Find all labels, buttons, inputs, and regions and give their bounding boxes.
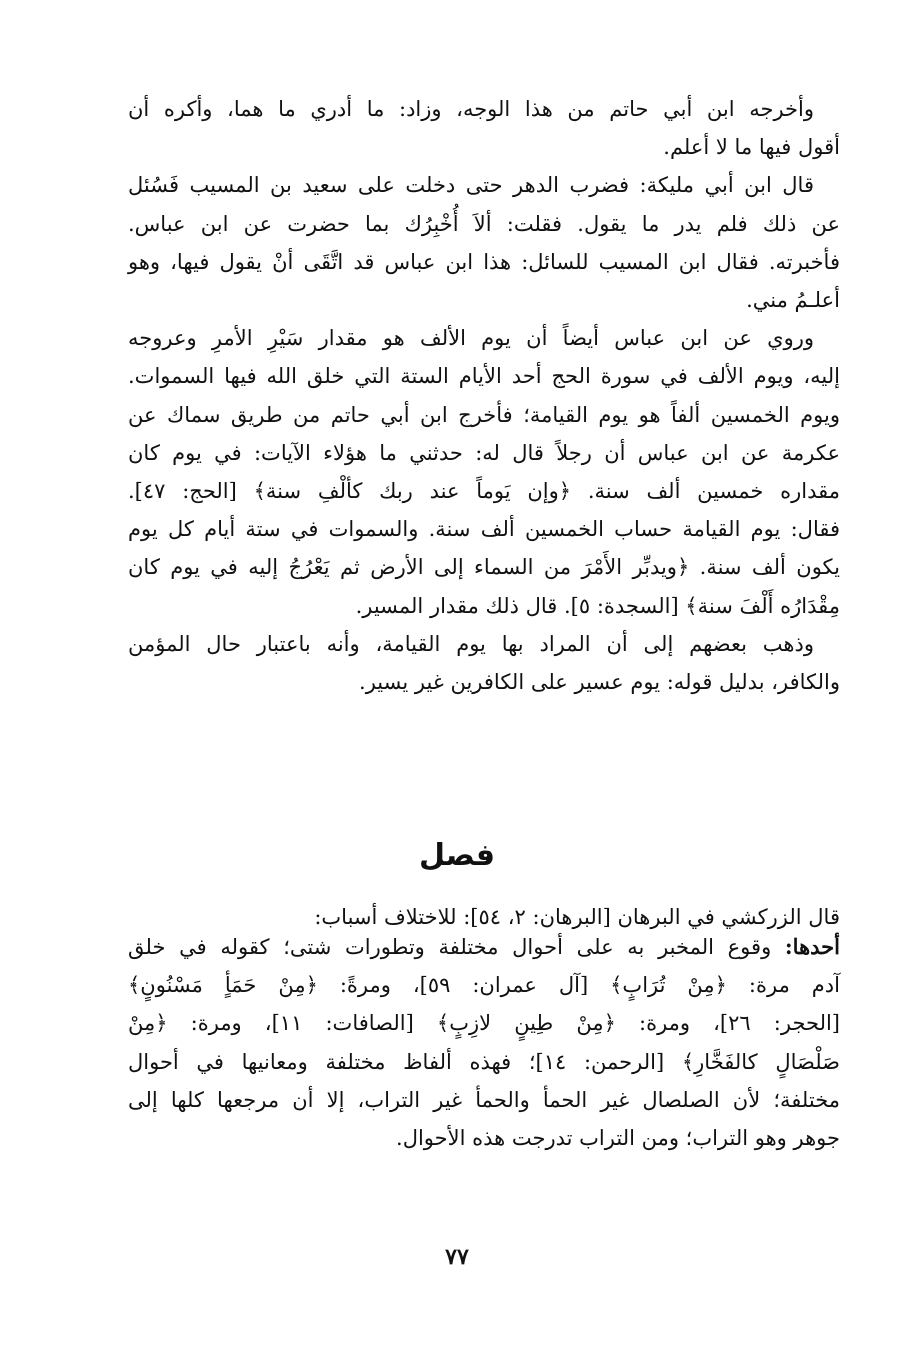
paragraph-3	[128, 319, 840, 625]
paragraph-2	[128, 166, 840, 319]
text-line: والكافر، بدليل قوله: يوم عسير على الكافرين غير يسير.	[359, 670, 840, 695]
point-label: أحدها:	[784, 934, 840, 959]
text-line: عن ذلك فلم يدر ما يقول. فقلت: ألاَ أُخْبِرُك بما حضرت عن ابن عباس.	[128, 211, 840, 236]
point-one-paragraph	[128, 928, 840, 1157]
text-line: آدم مرة: ﴿مِنْ تُرَابٍ﴾ [آل عمران: ٥٩]، ومرةً: ﴿مِنْ حَمَأٍ مَسْنُونٍ﴾	[128, 973, 840, 998]
text-line	[128, 928, 840, 966]
text-line: وروي عن ابن عباس أيضاً أن يوم الألف هو مقدار سَيْرِ الأمرِ وعروجه	[128, 326, 814, 351]
text-line: أقول فيها ما لا أعلم.	[663, 135, 840, 160]
text-line: ويوم الخمسين ألفاً هو يوم القيامة؛ فأخرج ابن أبي حاتم من طريق سماك عن	[128, 402, 840, 427]
body-text-top	[128, 90, 840, 701]
text-line: أعلـمُ مني.	[746, 288, 840, 313]
text-line: وذهب بعضهم إلى أن المراد بها يوم القيامة، وأنه باعتبار حال المؤمن	[128, 631, 814, 656]
text-line: [الحجر: ٢٦]، ومرة: ﴿مِنْ طِينٍ لازِبٍ﴾ [الصافات: ١١]، ومرة: ﴿مِنْ	[128, 1011, 840, 1036]
page-number: ٧٧	[445, 1244, 469, 1270]
body-text-bottom	[128, 928, 840, 1157]
paragraph-1	[128, 90, 840, 166]
text-line: فقال: يوم القيامة حساب الخمسين ألف سنة. والسموات في ستة أيام كل يوم	[128, 517, 840, 542]
text-line: مِقْدَارُه أَلْفَ سنة﴾ [السجدة: ٥]. قال ذلك مقدار المسير.	[355, 593, 840, 618]
text-line: مقداره خمسين ألف سنة. ﴿وإن يَوماً عند ربك كألْفِ سنة﴾ [الحج: ٤٧].	[128, 479, 840, 504]
point-text: وقوع المخبر به على أحوال مختلفة وتطورات شتى؛ كقوله في خلق	[128, 935, 772, 959]
text-line: يكون ألف سنة. ﴿ويدبِّر الأَمْرَ من السماء إلى الأرض ثم يَعْرُجُ إليه في يوم كان	[128, 555, 840, 580]
intro-line: قال الزركشي في البرهان [البرهان: ٢، ٥٤]: للاختلاف أسباب:	[314, 905, 840, 929]
paragraph-4	[128, 625, 840, 701]
text-line: قال ابن أبي مليكة: فضرب الدهر حتى دخلت على سعيد بن المسيب فَسُئل	[128, 173, 814, 198]
text-line: مختلفة؛ لأن الصلصال غير الحمأ والحمأ غير التراب، إلا أن مرجعها كلها إلى	[128, 1087, 840, 1112]
text-line: فأخبرته. فقال ابن المسيب للسائل: هذا ابن عباس قد اتَّقَى أنْ يقول فيها، وهو	[128, 249, 840, 274]
section-heading: فصل	[419, 838, 495, 873]
text-line: إليه، ويوم الألف في سورة الحج أحد الأيام الستة التي خلق الله فيها السموات.	[128, 364, 840, 389]
text-line: عكرمة عن ابن عباس أن رجلاً قال له: حدثني ما هؤلاء الآيات: في يوم كان	[128, 440, 840, 465]
text-line: جوهر وهو التراب؛ ومن التراب تدرجت هذه الأحوال.	[396, 1126, 840, 1151]
text-line: صَلْصَالٍ كالفَخَّارِ﴾ [الرحمن: ١٤]؛ فهذه ألفاظ مختلفة ومعانيها في أحوال	[128, 1049, 840, 1074]
text-line: وأخرجه ابن أبي حاتم من هذا الوجه، وزاد: ما أدري ما هما، وأكره أن	[128, 97, 814, 121]
